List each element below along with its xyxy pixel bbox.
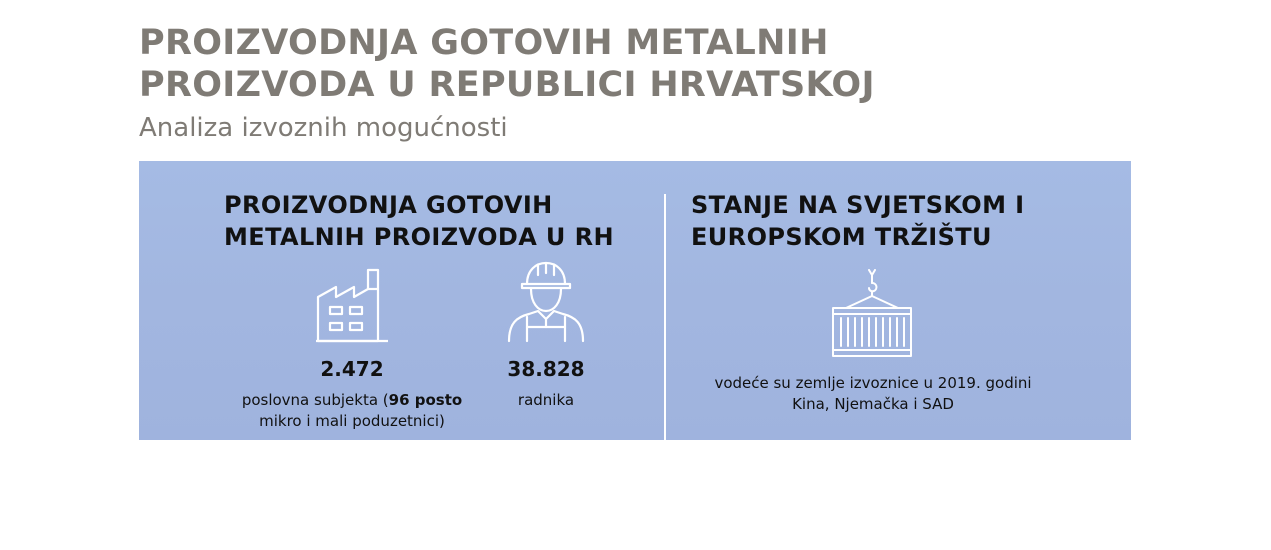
info-panel xyxy=(139,161,1131,440)
page-subtitle: Analiza izvoznih mogućnosti xyxy=(139,113,508,143)
market-description-line-1: vodeće su zemlje izvoznice u 2019. godini xyxy=(714,374,1032,392)
companies-value: 2.472 xyxy=(320,357,384,381)
right-section-title-line-1: STANJE NA SVJETSKOM I xyxy=(691,191,1025,219)
workers-description-text: radnika xyxy=(517,391,575,409)
workers-description xyxy=(485,390,607,411)
worker-icon xyxy=(505,261,589,343)
right-section-title xyxy=(691,189,1024,253)
workers-value: 38.828 xyxy=(507,357,585,381)
page-title-line-1: PROIZVODNJA GOTOVIH METALNIH xyxy=(139,23,829,63)
market-description-line-2: Kina, Njemačka i SAD xyxy=(792,395,954,413)
right-section-title-line-2: EUROPSKOM TRŽIŠTU xyxy=(691,223,992,251)
shipping-container-icon xyxy=(831,269,913,359)
market-description xyxy=(692,373,1054,415)
factory-icon xyxy=(315,267,391,343)
companies-description xyxy=(237,390,467,432)
section-divider xyxy=(664,194,666,440)
companies-description-bold: 96 posto xyxy=(388,391,463,409)
left-section-title xyxy=(224,189,614,253)
left-section-title-line-1: PROIZVODNJA GOTOVIH xyxy=(224,191,553,219)
page-header xyxy=(139,22,1139,144)
companies-description-line-1 xyxy=(237,390,467,411)
companies-description-prefix: poslovna subjekta ( xyxy=(241,391,389,409)
left-section-title-line-2: METALNIH PROIZVODA U RH xyxy=(224,223,614,251)
companies-description-line-2: mikro i mali poduzetnici) xyxy=(259,412,445,430)
page-title-line-2: PROIZVODA U REPUBLICI HRVATSKOJ xyxy=(139,65,875,105)
